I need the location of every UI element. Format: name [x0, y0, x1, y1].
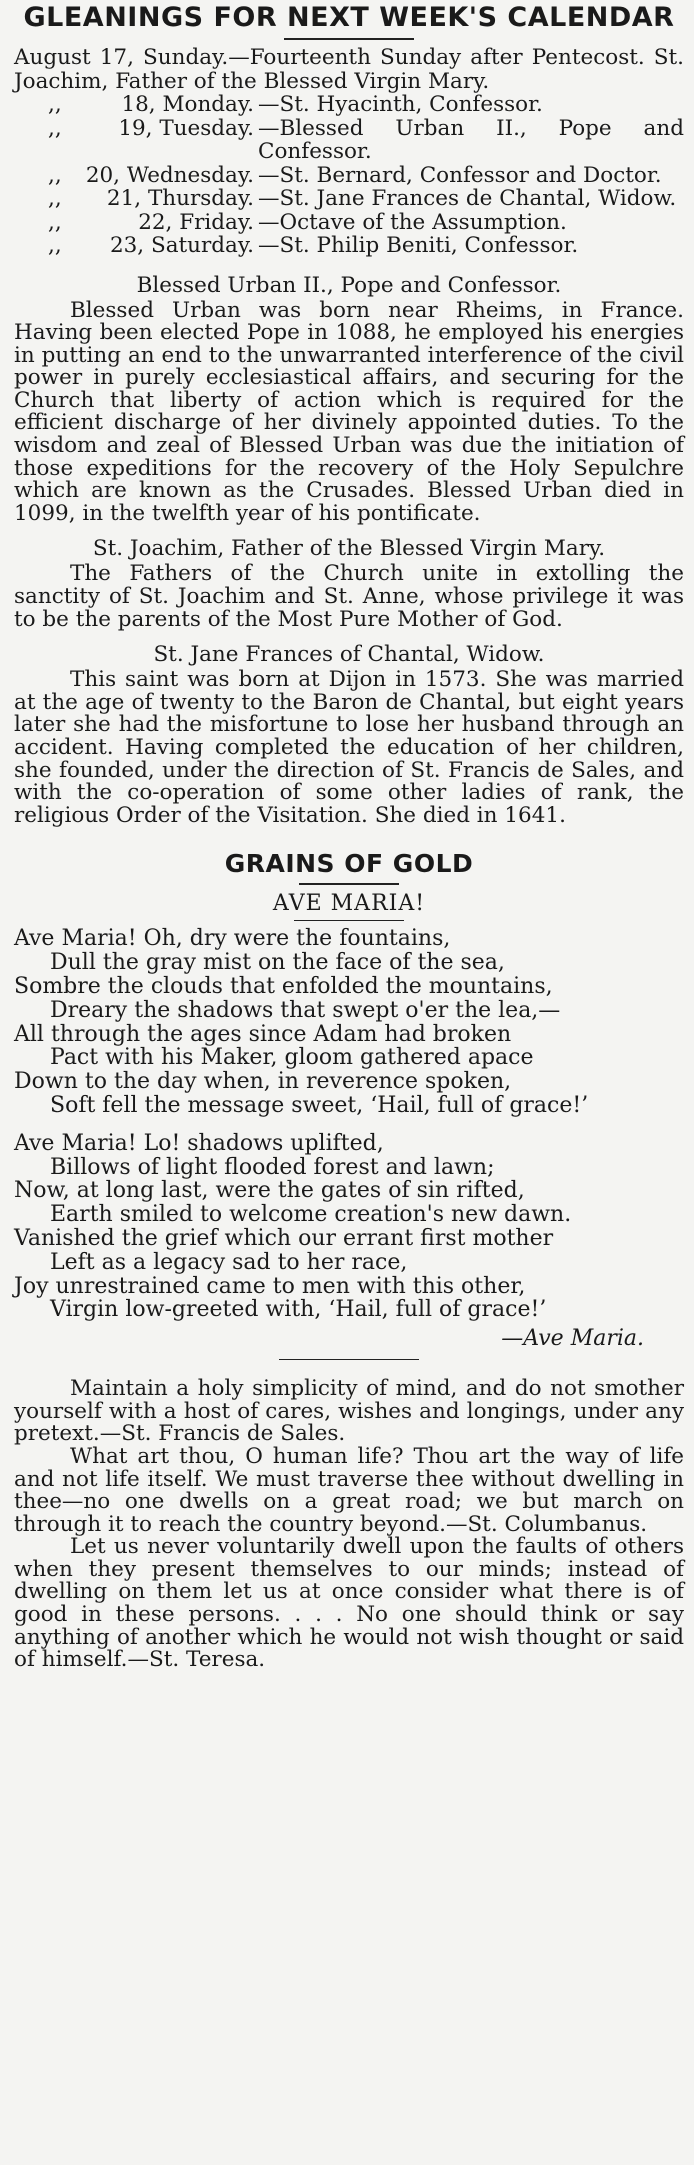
poem-line: Ave Maria! Lo! shadows uplifted,	[14, 1130, 384, 1156]
calendar-date: 20, Wednesday.	[85, 162, 254, 188]
poem-stanza	[14, 927, 684, 1117]
poem-line: Sombre the clouds that enfolded the mountains,	[14, 973, 553, 999]
calendar-feast: —St. Philip Beniti, Confessor.	[258, 233, 579, 258]
calendar-feast: —St. Bernard, Confessor and Doctor.	[258, 162, 662, 188]
saint-title: Blessed Urban II., Pope and Confessor.	[136, 272, 562, 298]
calendar-feast: —St. Jane Frances de Chantal, Widow.	[258, 186, 677, 211]
ditto-mark: ,,	[48, 186, 62, 211]
calendar-date: 18, Monday.	[121, 92, 254, 117]
poem-line: Virgin low-greeted with, ‘Hail, full of grace!’	[50, 1297, 547, 1323]
calendar-date: August 17, Sunday.	[14, 45, 229, 70]
calendar-date: 21, Thursday.	[106, 186, 254, 211]
newspaper-column	[0, 2, 694, 2165]
calendar-feast: —Fourteenth Sunday after Pentecost. St. Joachim, Father of the Blessed Virgin Mary.	[14, 45, 685, 94]
saint-title: St. Joachim, Father of the Blessed Virgin Mary.	[92, 536, 606, 562]
poem-line: Down to the day when, in reverence spoken,	[14, 1069, 512, 1095]
grains-heading: GRAINS OF GOLD	[224, 849, 474, 879]
saint-article	[14, 274, 684, 526]
saint-body: This saint was born at Dijon in 1573. She was married at the age of twenty to the Baron de Chantal, but eight years later she had the misfortune to lose her husband through an accident. Having completed the education of her children, she founded, under the direction of St. Francis de Sales, and with the co-operation of some other ladies of rank, the religious Order of the Visitation. She died in 1641.	[14, 667, 684, 828]
title-divider	[294, 920, 404, 921]
poem-line: Dull the gray mist on the face of the sea,	[50, 950, 505, 976]
calendar-feast: —Octave of the Assumption.	[258, 209, 567, 235]
ditto-mark: ,,	[48, 162, 62, 188]
poem-line: Now, at long last, were the gates of sin rifted,	[14, 1178, 525, 1204]
section-divider	[279, 1359, 419, 1360]
poem-line: Billows of light flooded forest and lawn;	[50, 1154, 495, 1180]
calendar-entry	[14, 93, 684, 117]
poem-line: Left as a legacy sad to her race,	[50, 1249, 408, 1275]
quote-paragraph: Let us never voluntarily dwell upon the faults of others when they present themselves to our minds; instead of dwelling on them let us at once consider what there is of good in these persons. . . . No one should think or say anything of another which he would not wish thought or said of himself.—St. Teresa.	[14, 1534, 684, 1673]
poem-line: Pact with his Maker, gloom gathered apace	[50, 1045, 534, 1071]
heading-divider	[299, 883, 399, 885]
calendar-entry	[14, 211, 684, 235]
calendar-list	[14, 46, 684, 258]
poem-line: Dreary the shadows that swept o'er the lea,—	[50, 997, 561, 1023]
calendar-date: 23, Saturday.	[109, 233, 254, 258]
calendar-feast: —St. Hyacinth, Confessor.	[258, 92, 543, 117]
saint-body: The Fathers of the Church unite in extolling the sanctity of St. Joachim and St. Anne, whose privilege it was to be the parents of the Most Pure Mother of God.	[14, 561, 684, 632]
calendar-entry	[14, 117, 684, 164]
quote-paragraph: What art thou, O human life? Thou art the way of life and not life itself. We must traverse thee without dwelling in thee—no one dwells on a great road; we but march on through it to reach the country beyond.—St. Columbanus.	[14, 1443, 684, 1537]
saint-body: Blessed Urban was born near Rheims, in France. Having been elected Pope in 1088, he employed his energies in putting an end to the unwarranted interference of the civil power in purely ecclesiastical affairs, and securing for the Church that liberty of action which is required for the efficient discharge of her divinely appointed duties. To the wisdom and zeal of Blessed Urban was due the initiation of those expeditions for the recovery of the Holy Sepulchre which are known as the Crusades. Blessed Urban died in 1099, in the twelfth year of his pontificate.	[14, 297, 684, 526]
poem-line: Earth smiled to welcome creation's new dawn.	[50, 1202, 572, 1228]
calendar-date: 22, Friday.	[138, 209, 254, 235]
poem-line: All through the ages since Adam had broken	[14, 1021, 512, 1047]
ditto-mark: ,,	[48, 209, 62, 235]
calendar-feast: —Blessed Urban II., Pope and Confessor.	[258, 115, 684, 164]
poem-line: Ave Maria! Oh, dry were the fountains,	[14, 926, 451, 952]
calendar-entry	[14, 234, 684, 258]
saint-article	[14, 643, 684, 827]
heading-divider	[284, 38, 414, 40]
ditto-mark: ,,	[48, 115, 62, 141]
poem-line: Soft fell the message sweet, ‘Hail, full of grace!’	[50, 1092, 589, 1118]
saint-article	[14, 537, 684, 631]
calendar-entry	[14, 164, 684, 188]
calendar-heading: GLEANINGS FOR NEXT WEEK'S CALENDAR	[23, 2, 675, 33]
quote-paragraph: Maintain a holy simplicity of mind, and do not smother yourself with a host of cares, wishes and longings, under any pretext.—St. Francis de Sales.	[14, 1376, 684, 1447]
calendar-date: 19, Tuesday.	[118, 115, 254, 141]
poem-title: AVE MARIA!	[272, 891, 426, 917]
calendar-entry	[14, 46, 684, 93]
poem-line: Vanished the grief which our errant first mother	[14, 1225, 554, 1251]
poem-line: Joy unrestrained came to men with this other,	[14, 1273, 526, 1299]
calendar-entry	[14, 187, 684, 211]
ditto-mark: ,,	[48, 92, 62, 117]
saint-title: St. Jane Frances of Chantal, Widow.	[153, 642, 545, 668]
poem-stanza	[14, 1132, 684, 1322]
ditto-mark: ,,	[48, 233, 62, 258]
poem-attribution: —Ave Maria.	[501, 1326, 644, 1352]
